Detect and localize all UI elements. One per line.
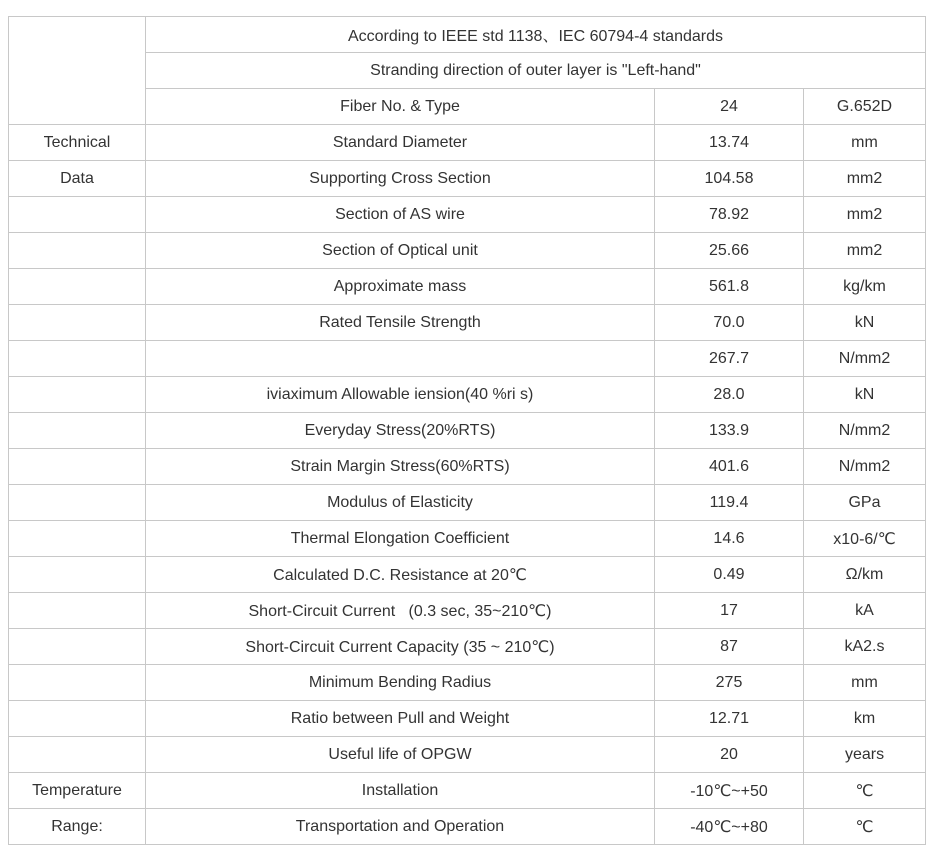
blank-cell (9, 377, 146, 413)
value-cell: 104.58 (655, 161, 804, 197)
table-row (9, 449, 926, 485)
value-cell: 275 (655, 665, 804, 701)
fiber-count-cell: 24 (655, 89, 804, 125)
param-cell: Approximate mass (146, 269, 655, 305)
blank-cell (9, 305, 146, 341)
spec-table (8, 16, 926, 845)
blank-cell (9, 737, 146, 773)
blank-cell (9, 521, 146, 557)
blank-cell (9, 413, 146, 449)
unit-cell: years (804, 737, 926, 773)
fiber-type-cell: G.652D (804, 89, 926, 125)
table-row (9, 341, 926, 377)
unit-cell: Ω/km (804, 557, 926, 593)
blank-cell (9, 701, 146, 737)
table-row (9, 773, 926, 809)
value-cell: 267.7 (655, 341, 804, 377)
unit-cell: kg/km (804, 269, 926, 305)
unit-cell: km (804, 701, 926, 737)
section-label-cell: Temperature (9, 773, 146, 809)
table-row (9, 125, 926, 161)
unit-cell: mm (804, 125, 926, 161)
table-row (9, 701, 926, 737)
value-cell: 0.49 (655, 557, 804, 593)
section-label-cell: Technical (9, 125, 146, 161)
value-cell: 78.92 (655, 197, 804, 233)
table-row (9, 557, 926, 593)
param-cell: Supporting Cross Section (146, 161, 655, 197)
value-cell: -10℃~+50 (655, 773, 804, 809)
unit-cell: N/mm2 (804, 341, 926, 377)
value-cell: 119.4 (655, 485, 804, 521)
param-cell: Calculated D.C. Resistance at 20℃ (146, 557, 655, 593)
param-cell: Rated Tensile Strength (146, 305, 655, 341)
section-label-cell: Data (9, 161, 146, 197)
blank-cell (9, 629, 146, 665)
table-row (9, 89, 926, 125)
unit-cell: x10-6/℃ (804, 521, 926, 557)
blank-corner-cell (9, 17, 146, 125)
param-cell: Useful life of OPGW (146, 737, 655, 773)
value-cell: 28.0 (655, 377, 804, 413)
param-cell: Thermal Elongation Coefficient (146, 521, 655, 557)
table-row (9, 809, 926, 845)
param-cell: Everyday Stress(20%RTS) (146, 413, 655, 449)
table-row (9, 521, 926, 557)
table-row (9, 377, 926, 413)
unit-cell: kN (804, 377, 926, 413)
param-cell: Standard Diameter (146, 125, 655, 161)
blank-cell (9, 665, 146, 701)
unit-cell: kN (804, 305, 926, 341)
table-row (9, 305, 926, 341)
value-cell: 87 (655, 629, 804, 665)
unit-cell: ℃ (804, 773, 926, 809)
param-cell: Strain Margin Stress(60%RTS) (146, 449, 655, 485)
table-row (9, 737, 926, 773)
param-cell: Short-Circuit Current (0.3 sec, 35~210℃) (146, 593, 655, 629)
table-row (9, 593, 926, 629)
table-row (9, 269, 926, 305)
table-row (9, 161, 926, 197)
table-row (9, 485, 926, 521)
blank-cell (9, 197, 146, 233)
value-cell: 25.66 (655, 233, 804, 269)
blank-cell (9, 485, 146, 521)
param-cell: Minimum Bending Radius (146, 665, 655, 701)
table-row (9, 53, 926, 89)
section-label-cell: Range: (9, 809, 146, 845)
table-row (9, 629, 926, 665)
blank-cell (9, 593, 146, 629)
unit-cell: mm (804, 665, 926, 701)
value-cell: 17 (655, 593, 804, 629)
param-cell: Short-Circuit Current Capacity (35 ~ 210℃) (146, 629, 655, 665)
value-cell: 12.71 (655, 701, 804, 737)
param-cell: Modulus of Elasticity (146, 485, 655, 521)
blank-cell (9, 449, 146, 485)
param-cell: Section of AS wire (146, 197, 655, 233)
value-cell: 133.9 (655, 413, 804, 449)
stranding-cell: Stranding direction of outer layer is "Left-hand" (146, 53, 926, 89)
unit-cell: kA (804, 593, 926, 629)
param-cell: Installation (146, 773, 655, 809)
standards-cell: According to IEEE std 1138、IEC 60794-4 standards (146, 17, 926, 53)
table-row (9, 665, 926, 701)
blank-cell (9, 557, 146, 593)
param-cell: Transportation and Operation (146, 809, 655, 845)
unit-cell: GPa (804, 485, 926, 521)
blank-cell (9, 341, 146, 377)
table-row (9, 17, 926, 53)
param-cell: Section of Optical unit (146, 233, 655, 269)
unit-cell: kA2.s (804, 629, 926, 665)
unit-cell: mm2 (804, 161, 926, 197)
unit-cell: N/mm2 (804, 413, 926, 449)
blank-cell (9, 269, 146, 305)
unit-cell: N/mm2 (804, 449, 926, 485)
param-cell: iviaximum Allowable iension(40 %ri s) (146, 377, 655, 413)
unit-cell: mm2 (804, 233, 926, 269)
unit-cell: ℃ (804, 809, 926, 845)
fiber-label-cell: Fiber No. & Type (146, 89, 655, 125)
value-cell: 20 (655, 737, 804, 773)
value-cell: 561.8 (655, 269, 804, 305)
param-cell (146, 341, 655, 377)
value-cell: 13.74 (655, 125, 804, 161)
value-cell: 14.6 (655, 521, 804, 557)
value-cell: -40℃~+80 (655, 809, 804, 845)
table-row (9, 413, 926, 449)
value-cell: 401.6 (655, 449, 804, 485)
table-row (9, 233, 926, 269)
unit-cell: mm2 (804, 197, 926, 233)
param-cell: Ratio between Pull and Weight (146, 701, 655, 737)
value-cell: 70.0 (655, 305, 804, 341)
table-row (9, 197, 926, 233)
blank-cell (9, 233, 146, 269)
